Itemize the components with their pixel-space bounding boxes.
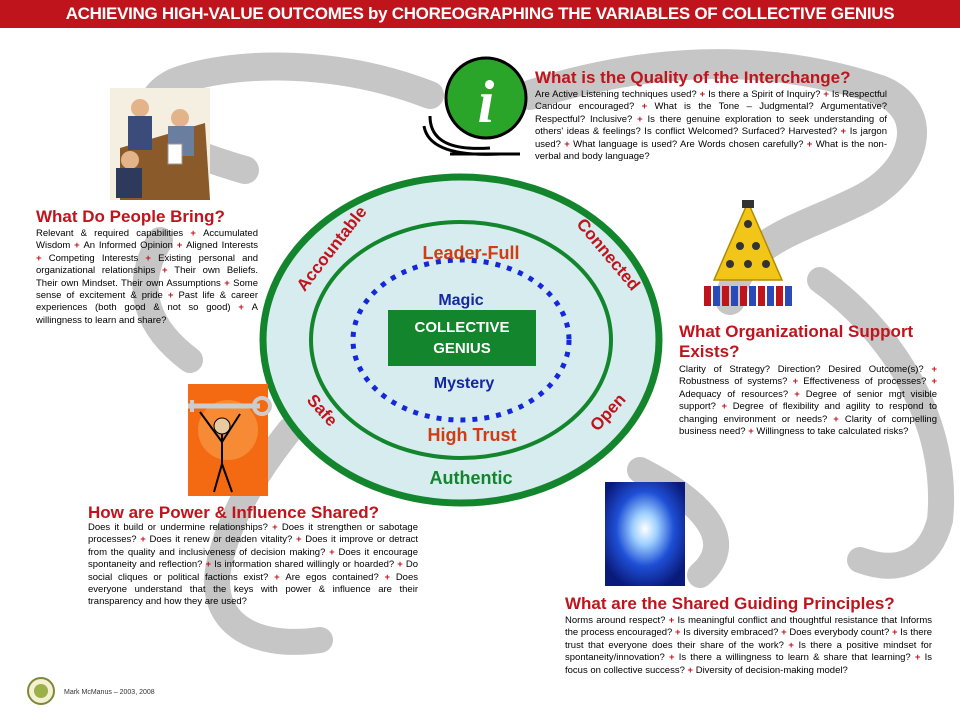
org-support-title-line2: Exists? <box>679 342 740 361</box>
section-item: Degree of flexibility and agility to respond to changing environment or needs? <box>679 401 937 425</box>
plus-separator: + <box>162 290 179 302</box>
blue-light-icon <box>605 482 685 586</box>
section-item: Their own Beliefs. Their own Mindset. Their own Assumptions <box>36 265 258 289</box>
plus-separator: + <box>926 376 937 388</box>
section-item: Norms around respect? <box>565 615 666 626</box>
plus-separator: + <box>70 240 84 252</box>
section-item: Does it encourage spontaneity and reflection? <box>88 546 418 571</box>
plus-separator: + <box>827 413 845 425</box>
plus-separator: + <box>696 89 709 100</box>
plus-separator: + <box>172 240 187 252</box>
section-item: Some sense of excitement & pride <box>36 277 258 302</box>
section-item: What language is used? Are Words chosen carefully? <box>573 138 804 150</box>
section-item: Is there a positive mindset for spontaneity/innovation? <box>565 639 932 664</box>
plus-separator: + <box>632 113 648 125</box>
section-item: Are egos contained? <box>285 571 379 583</box>
info-icon <box>420 48 532 158</box>
section-item: An Informed Opinion <box>83 240 173 252</box>
section-item: Does everybody count? <box>789 627 890 639</box>
plus-separator: + <box>664 652 679 664</box>
interchange-title: What is the Quality of the Interchange? <box>535 68 851 87</box>
plus-separator: + <box>778 627 790 639</box>
section-item: Is there trust that everyone does their share of the work? <box>565 627 933 651</box>
section-item: Is Respectful Candour encouraged? <box>535 89 888 113</box>
power-body <box>88 522 418 609</box>
section-item: Does everyone understand that the keys with power & influence are their transparency and how they are used? <box>88 571 418 608</box>
section-item: Willingness to take calculated risks? <box>756 426 909 438</box>
section-item: Does it renew or deaden vitality? <box>149 534 293 546</box>
plus-separator: + <box>155 265 175 277</box>
section-item: Aligned Interests <box>186 240 259 252</box>
plus-separator: + <box>136 534 150 546</box>
section-item: Existing personal and organizational relationships <box>36 252 259 277</box>
footer-credit: Mark McManus – 2003, 2008 <box>64 689 155 696</box>
section-item: Are Active Listening techniques used? <box>535 89 697 100</box>
plus-separator: + <box>267 522 282 533</box>
key-figure-icon <box>180 380 272 500</box>
people-body <box>36 228 258 327</box>
org-support-title <box>679 322 913 362</box>
section-item: Diversity of decision-making model? <box>695 664 848 676</box>
label-safe: Safe <box>303 390 342 431</box>
org-support-body <box>679 364 937 438</box>
power-title: How are Power & Influence Shared? <box>88 503 379 522</box>
collective-genius-box <box>388 310 536 366</box>
cg-line2: GENIUS <box>433 340 491 357</box>
section-item: Is diversity embraced? <box>683 627 779 639</box>
section-item: Degree of senior mgt visible support? <box>679 388 938 413</box>
section-item: Is jargon used? <box>535 126 888 150</box>
plus-separator: + <box>634 101 655 113</box>
people-title: What Do People Bring? <box>36 207 225 226</box>
plus-separator: + <box>923 364 938 375</box>
plus-separator: + <box>787 376 804 388</box>
section-item: A willingness to learn and share? <box>36 302 258 326</box>
label-open: Open <box>586 389 630 435</box>
section-item: Is focus on collective success? <box>565 652 932 676</box>
meeting-clipart-icon <box>110 88 210 200</box>
section-item: Robustness of systems? <box>679 376 788 388</box>
section-item: What is the non-verbal and body language? <box>535 138 887 163</box>
plus-separator: + <box>837 126 850 138</box>
seal-logo-icon <box>26 676 56 706</box>
plus-separator: + <box>378 571 396 583</box>
page-title-banner: ACHIEVING HIGH-VALUE OUTCOMES by CHOREOGRAPHING THE VARIABLES OF COLLECTIVE GENIUS <box>0 0 960 28</box>
label-connected: Connected <box>572 214 644 295</box>
plus-separator: + <box>394 559 406 571</box>
principles-title: What are the Shared Guiding Principles? <box>565 594 895 613</box>
section-item: Does it strengthen or sabotage processes? <box>88 522 418 546</box>
plus-separator: + <box>672 627 684 639</box>
section-item: Is information shared willingly or hoarded? <box>214 559 395 571</box>
section-item: Clarity of Strategy? Direction? Desired Outcome(s)? <box>679 364 924 375</box>
org-support-title-line1: What Organizational Support <box>679 322 914 341</box>
label-magic: Magic <box>438 292 484 309</box>
plus-separator: + <box>560 138 574 150</box>
section-item: Is meaningful conflict and thoughtful resistance that Informs the process encouraged? <box>565 615 932 639</box>
plus-separator: + <box>745 426 757 438</box>
section-item: Does it build or undermine relationships? <box>88 522 268 533</box>
label-leader-full: Leader-Full <box>422 243 520 263</box>
section-item: Past life & career experiences (both good & not so good) <box>36 290 259 314</box>
section-item: Competing Interests <box>48 252 139 264</box>
plus-separator: + <box>292 534 306 546</box>
section-item: What is the Tone – Judgmental? Argumentative? Respectful? Inclusive? <box>535 101 888 125</box>
plus-separator: + <box>783 639 799 651</box>
cg-line1: COLLECTIVE <box>414 319 510 336</box>
svg-text:i: i <box>477 69 495 135</box>
plus-separator: + <box>138 252 159 264</box>
plus-separator: + <box>665 615 678 626</box>
plus-separator: + <box>325 546 339 558</box>
interchange-body <box>535 89 887 163</box>
principles-body <box>565 615 932 677</box>
section-item: Accumulated Wisdom <box>36 228 258 252</box>
plus-separator: + <box>183 228 204 239</box>
plus-separator: + <box>202 559 215 571</box>
section-item: Effectiveness of processes? <box>803 376 927 388</box>
plus-separator: + <box>788 388 806 400</box>
section-item: Do social cliques or political factions exist? <box>88 559 419 583</box>
label-accountable: Accountable <box>292 202 371 295</box>
plus-separator: + <box>715 401 733 413</box>
plus-separator: + <box>684 664 696 676</box>
plus-separator: + <box>910 652 925 664</box>
plus-separator: + <box>889 627 901 639</box>
section-item: Adequacy of resources? <box>679 388 789 400</box>
label-high-trust: High Trust <box>427 425 517 445</box>
plus-separator: + <box>36 252 49 264</box>
plus-separator: + <box>220 277 234 289</box>
label-mystery: Mystery <box>433 375 495 392</box>
plus-separator: + <box>803 138 816 150</box>
plus-separator: + <box>230 302 252 314</box>
section-item: Relevant & required capabilities <box>36 228 184 239</box>
plus-separator: + <box>820 89 832 100</box>
plus-separator: + <box>268 571 286 583</box>
section-item: Clarity of compelling business need? <box>679 413 938 438</box>
label-authentic: Authentic <box>429 468 513 488</box>
section-item: Is there genuine exploration to seek understanding of others' ideas & feelings? Is conflict Welcomed? Surfaced? Harvested? <box>535 113 887 138</box>
section-item: Is there a willingness to learn & share that learning? <box>678 652 911 664</box>
section-item: Is there a Spirit of Inquiry? <box>708 89 821 100</box>
section-item: Does it improve or detract from the quality and inclusiveness of decision making? <box>88 534 419 558</box>
organization-pyramid-icon <box>700 198 796 314</box>
